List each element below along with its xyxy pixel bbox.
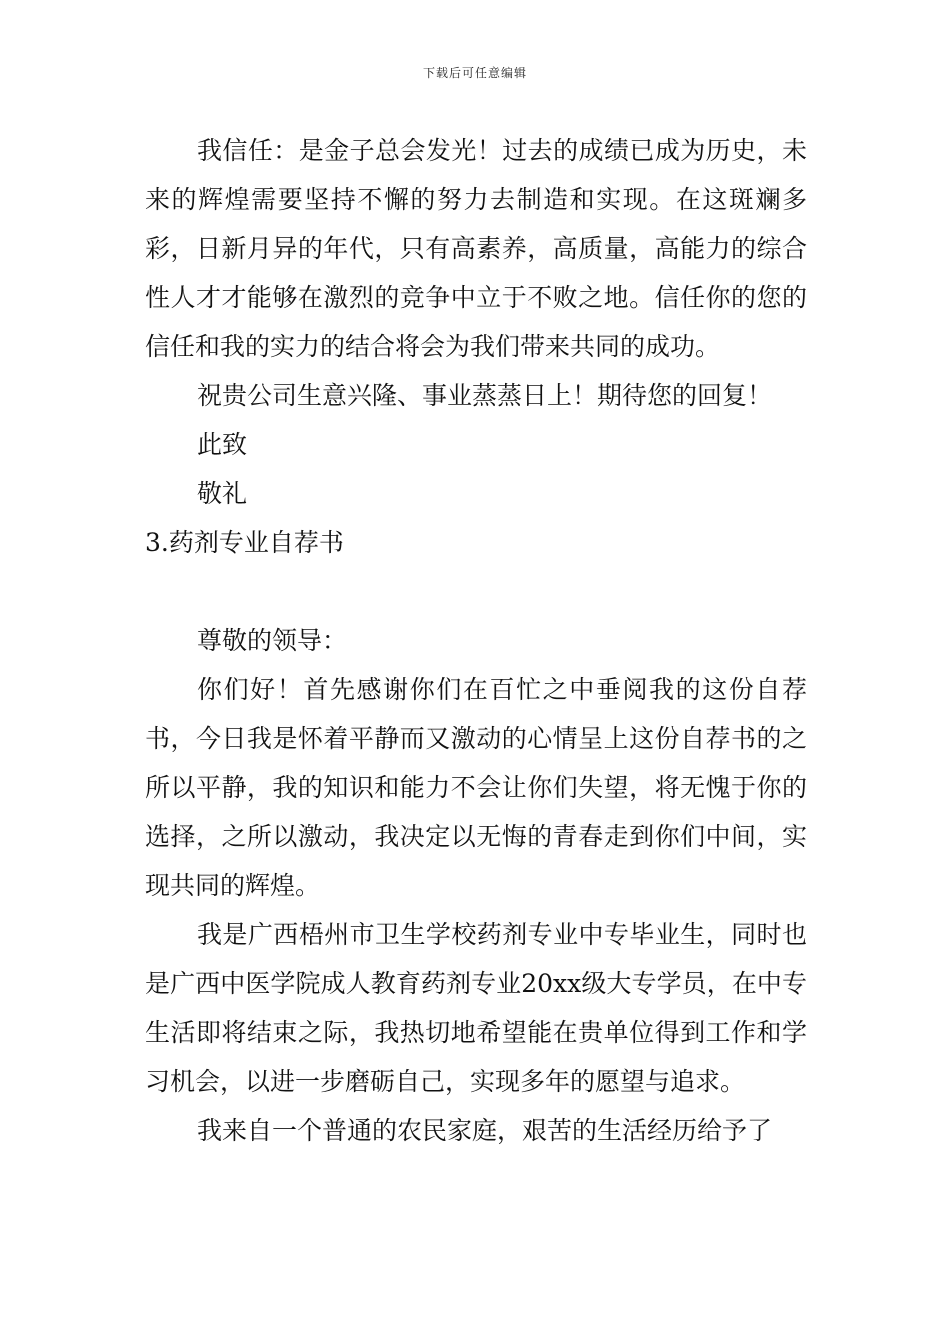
- wishes-line: 祝贵公司生意兴隆、事业蒸蒸日上！期待您的回复！: [197, 381, 773, 410]
- regards-line: 此致: [197, 430, 248, 459]
- body-paragraph: 我来自一个普通的农民家庭，艰苦的生活经历给予了: [197, 1116, 773, 1145]
- closing-paragraph: 我信任：是金子总会发光！过去的成绩已成为历史，未来的辉煌需要坚持不懈的努力去制造和实现。在这斑斓多彩，日新月异的年代，只有高素养，高质量，高能力的综合性人才才能够在激烈的竞争中立于不败之地。信任你的您的信任和我的实力的结合将会为我们带来共同的成功。: [145, 136, 807, 361]
- document-body: [145, 126, 807, 1155]
- section-title: 3.药剂专业自荐书: [145, 528, 344, 557]
- blank-line: [145, 567, 807, 616]
- page-header: 下载后可任意编辑: [422, 66, 527, 80]
- body-paragraph: 我是广西梧州市卫生学校药剂专业中专毕业生，同时也是广西中医学院成人教育药剂专业20xx级大专学员，在中专生活即将结束之际，我热切地希望能在贵单位得到工作和学习机会，以进一步磨砺自己，实现多年的愿望与追求。: [145, 920, 807, 1096]
- salutation: 尊敬的领导：: [197, 626, 348, 655]
- salute-line: 敬礼: [197, 479, 248, 508]
- body-paragraph: 你们好！首先感谢你们在百忙之中垂阅我的这份自荐书，今日我是怀着平静而又激动的心情呈上这份自荐书的之所以平静，我的知识和能力不会让你们失望，将无愧于你的选择，之所以激动，我决定以无悔的青春走到你们中间，实现共同的辉煌。: [145, 675, 807, 900]
